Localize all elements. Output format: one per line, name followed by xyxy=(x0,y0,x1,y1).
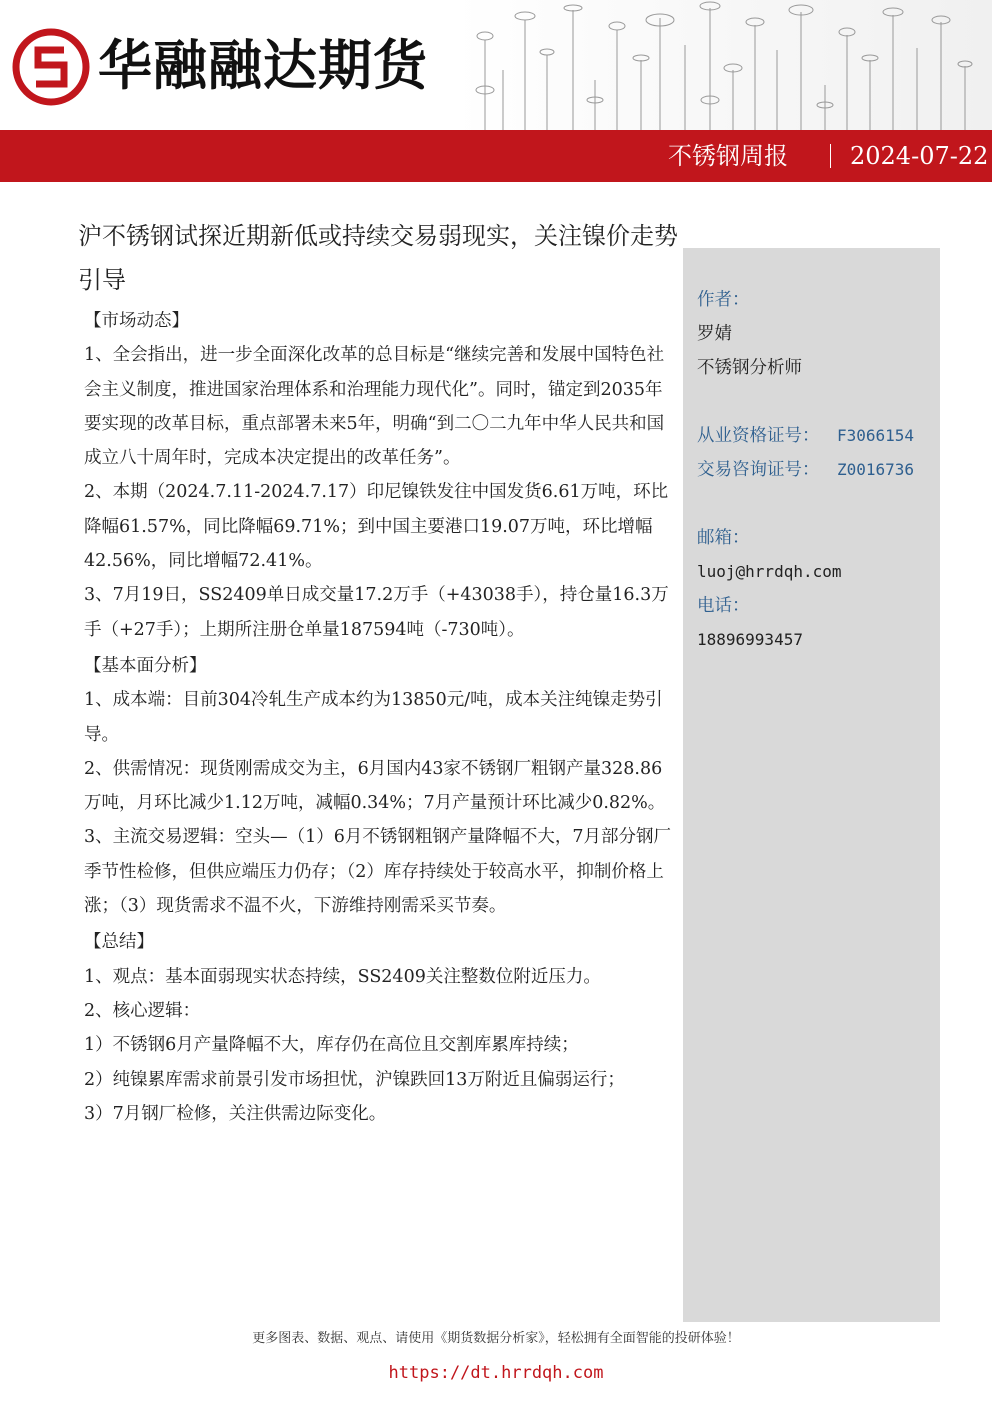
fundamental-item-1: 1、成本端：目前304冷轧生产成本约为13850元/吨，成本关注纯镍走势引导。 xyxy=(84,690,663,745)
summary-item-1: 1、观点：基本面弱现实状态持续，SS2409关注整数位附近压力。 xyxy=(84,966,601,987)
author-name: 罗婧 xyxy=(697,324,732,344)
summary-item-2: 2、核心逻辑： xyxy=(84,1000,201,1021)
report-date: 2024-07-22 xyxy=(850,142,989,170)
footer-link[interactable]: https://dt.hrrdqh.com xyxy=(388,1363,604,1383)
fundamental-item-3: 3、主流交易逻辑：空头—（1）6月不锈钢粗钢产量降幅不大，7月部分钢厂季节性检修，但供应端压力仍存；（2）库存持续处于较高水平，抑制价格上涨；（3）现货需求不温不火，下游维持刚需采买节奏。 xyxy=(84,827,672,917)
cert-number: F3066154 xyxy=(837,426,915,445)
phone-label: 电话： xyxy=(697,596,750,616)
author-sidebar xyxy=(683,248,940,1322)
report-body xyxy=(84,304,674,1131)
phone-number: 18896993457 xyxy=(697,630,803,649)
market-item-1: 1、全会指出，进一步全面深化改革的总目标是“继续完善和发展中国特色社会主义制度，推进国家治理体系和治理能力现代化”。同时，锚定到2035年要实现的改革目标，重点部署未来5年，明确“到二〇二九年中华人民共和国成立八十周年时，完成本决定提出的改革任务”。 xyxy=(84,345,665,469)
company-logo-icon xyxy=(12,28,90,106)
report-type: 不锈钢周报 xyxy=(668,142,788,170)
section-heading-summary: 【总结】 xyxy=(84,932,154,953)
consult-number-label: 交易咨询证号： xyxy=(697,460,820,480)
fundamental-item-2: 2、供需情况：现货刚需成交为主，6月国内43家不锈钢厂粗钢产量328.86万吨，月环比减少1.12万吨，减幅0.34%；7月产量预计环比减少0.82%。 xyxy=(84,758,666,814)
report-title: 沪不锈钢试探近期新低或持续交易弱现实，关注镍价走势引导 xyxy=(78,222,678,294)
summary-item-4: 2）纯镍累库需求前景引发市场担忧，沪镍跌回13万附近且偏弱运行； xyxy=(84,1069,625,1090)
email-label: 邮箱： xyxy=(697,528,750,548)
summary-item-5: 3）7月钢厂检修，关注供需边际变化。 xyxy=(84,1103,387,1124)
report-type-bar xyxy=(0,130,992,182)
section-heading-fundamental: 【基本面分析】 xyxy=(84,655,207,676)
section-heading-market: 【市场动态】 xyxy=(84,311,189,331)
author-title: 不锈钢分析师 xyxy=(697,358,802,378)
market-item-3: 3、7月19日，SS2409单日成交量17.2万手（+43038手），持仓量16.3万手（+27手）；上期所注册仓单量187594吨（-730吨）。 xyxy=(84,585,669,640)
brand-name: 华融融达期货 xyxy=(98,34,428,97)
report-header xyxy=(0,0,992,130)
footer-note: 更多图表、数据、观点、请使用《期货数据分析家》，轻松拥有全面智能的投研体验！ xyxy=(252,1331,740,1346)
market-item-2: 2、本期（2024.7.11-2024.7.17）印尼镍铁发往中国发货6.61万吨，环比降幅61.57%，同比降幅69.71%；到中国主要港口19.07万吨，环比增幅42.56%，同比增幅72.41%。 xyxy=(84,482,669,572)
email-link[interactable]: luoj@hrrdqh.com xyxy=(697,562,842,581)
divider xyxy=(830,144,831,168)
cert-number-label: 从业资格证号： xyxy=(697,426,820,446)
decorative-pattern xyxy=(455,0,992,130)
summary-item-3: 1）不锈钢6月产量降幅不大，库存仍在高位且交割库累库持续； xyxy=(84,1035,579,1056)
author-label: 作者： xyxy=(697,290,750,310)
consult-number: Z0016736 xyxy=(837,460,915,479)
